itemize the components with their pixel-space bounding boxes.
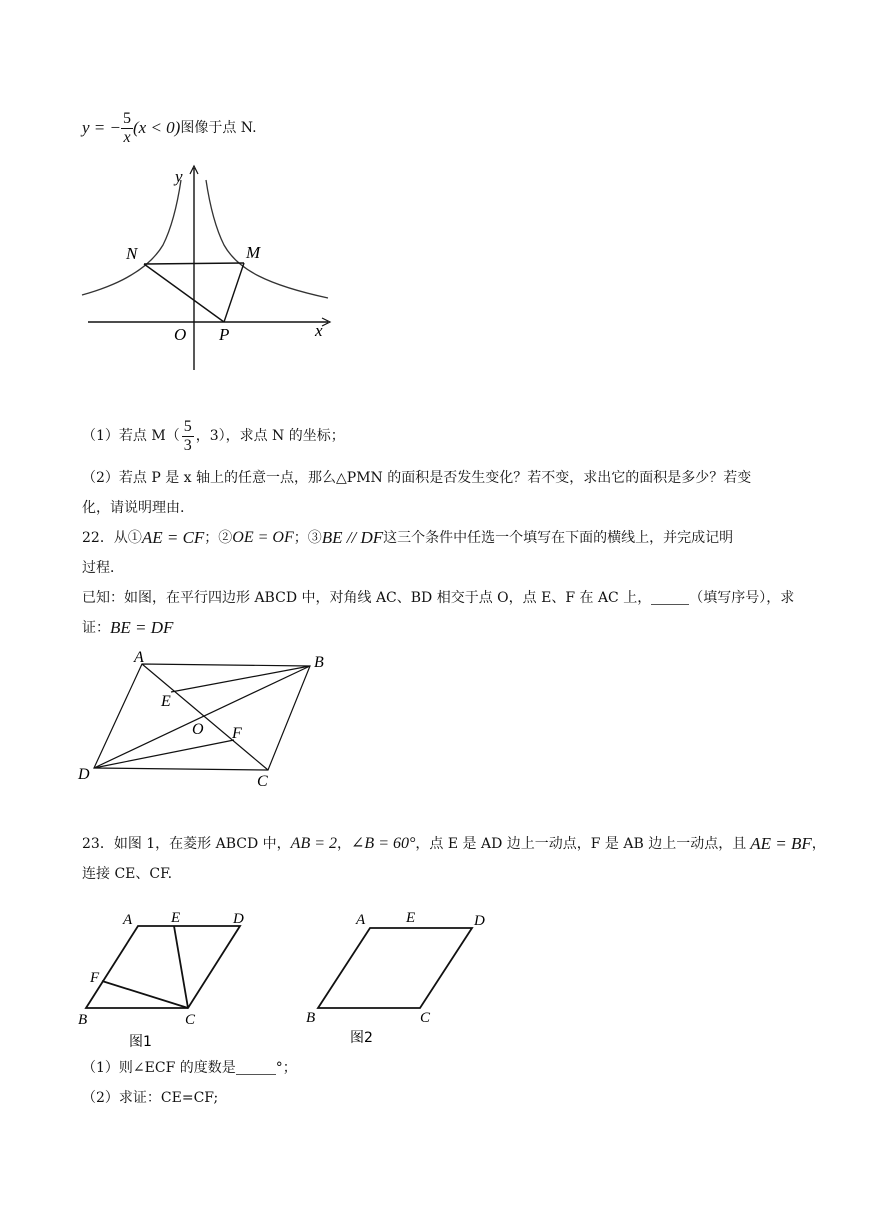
q22-line2: 过程． [82, 560, 124, 576]
q22-cond3: BE // DF [321, 528, 384, 547]
q21-func-prefix: y = − [82, 118, 121, 137]
q23-line1-a: 23．如图 1，在菱形 ABCD 中， [82, 836, 291, 852]
q23-line1-b: ，点 E 是 AD 边上一动点，F 是 AB 边上一动点，且 [415, 836, 747, 852]
q23-part1 [82, 1057, 297, 1079]
fig1-label-c: C [185, 1012, 196, 1028]
q21-function-line [82, 108, 257, 148]
label-f: F [232, 725, 242, 742]
q21-hyperbola-graph [78, 160, 338, 375]
label-c: C [257, 773, 268, 790]
q23-answer-blank[interactable] [236, 1062, 276, 1075]
q22-answer-blank[interactable] [651, 592, 689, 605]
label-m: M [246, 243, 261, 262]
q22-line1-b: 这三个条件中任选一个填写在下面的横线上，并完成记明 [383, 530, 734, 546]
q23-line1 [82, 833, 826, 855]
q23-ab: AB = 2 [290, 835, 338, 852]
q22-line3-b: （填写序号），求 [689, 590, 795, 606]
q23-aebf: AE = BF [750, 834, 812, 853]
label-o: O [192, 721, 204, 738]
q22-line1 [82, 527, 733, 549]
fig1-label-d: D [233, 911, 244, 927]
fig2-label-d: D [474, 913, 485, 929]
q22-sep1: ；② [204, 530, 233, 546]
label-b: B [314, 654, 324, 671]
right-hyperbola-branch [206, 180, 328, 298]
fig2-caption: 图2 [350, 1030, 373, 1046]
q22-parallelogram-figure [74, 648, 344, 793]
segment-np [144, 264, 224, 322]
rhombus-abcd-fig1 [86, 926, 240, 1008]
fig1-label-e: E [171, 910, 181, 926]
q21-func-num: 5 [123, 109, 131, 127]
q22-line4-a: 证： [82, 620, 110, 636]
q21-part2-line2: 化，请说明理由. [82, 500, 185, 516]
fig2-label-b: B [306, 1010, 316, 1026]
q22-line3-a: 已知：如图，在平行四边形 ABCD 中，对角线 AC、BD 相交于点 O，点 E、F 在 AC 上， [82, 590, 652, 606]
q22-line3 [82, 587, 794, 609]
label-a: A [134, 649, 144, 666]
segment-nm [144, 263, 244, 264]
q23-sep: ， [337, 836, 352, 852]
q21-part1 [82, 414, 345, 458]
label-y: y [175, 167, 183, 186]
fig2-label-e: E [406, 910, 416, 926]
q23-part1-a: （1）则∠ECF 的度数是 [82, 1060, 236, 1076]
q22-line4-math: BE = DF [110, 618, 174, 637]
q23-figure1 [76, 906, 256, 1056]
label-d: D [78, 766, 90, 783]
q22-cond1: AE = CF [141, 528, 205, 547]
left-hyperbola-branch [82, 180, 181, 295]
q22-line1-a: 22．从① [82, 530, 142, 546]
q23-comma: ， [811, 836, 826, 852]
label-x: x [315, 321, 323, 340]
segment-df [94, 740, 234, 768]
label-o: O [174, 325, 187, 344]
q23-part2: （2）求证：CE=CF; [82, 1090, 219, 1106]
q21-func-fraction [121, 110, 133, 147]
q21-part1-den: 3 [183, 436, 192, 454]
fig2-label-c: C [420, 1010, 431, 1026]
fig1-caption: 图1 [129, 1034, 152, 1050]
q21-func-suffix: 图像于点 N. [180, 120, 257, 136]
q21-part1-a: （1）若点 M（ [82, 428, 180, 444]
q21-func-den: x [123, 128, 131, 146]
q21-part1-b: ，3），求点 N 的坐标； [195, 428, 345, 444]
q22-cond2: OE = OF [232, 529, 294, 546]
diagonal-bd [94, 666, 310, 768]
q21-part1-num: 5 [183, 417, 192, 435]
segment-cf [102, 981, 188, 1008]
label-n: N [126, 244, 138, 263]
q21-part2-line1: （2）若点 P 是 x 轴上的任意一点，那么△PMN 的面积是否发生变化？若不变，求出它的面积是多少？若变 [82, 470, 752, 486]
segment-mp [224, 263, 244, 322]
q22-line4 [82, 617, 173, 639]
segment-be [171, 666, 310, 692]
label-e: E [161, 693, 171, 710]
q21-part1-fraction [182, 418, 194, 455]
fig2-label-a: A [356, 912, 366, 928]
q21-func-cond: (x < 0) [133, 118, 181, 137]
label-p: P [219, 325, 230, 344]
fig1-label-b: B [78, 1012, 88, 1028]
q23-figure2 [300, 906, 500, 1056]
q23-part1-b: °； [275, 1060, 297, 1076]
fig1-label-f: F [90, 970, 100, 986]
rhombus-abcd-fig2 [318, 928, 472, 1008]
fig1-label-a: A [123, 912, 133, 928]
q22-sep2: ；③ [293, 530, 322, 546]
q23-angle: ∠B = 60° [351, 835, 416, 852]
segment-ce [174, 926, 188, 1008]
q23-line2: 连接 CE、CF. [82, 866, 173, 882]
